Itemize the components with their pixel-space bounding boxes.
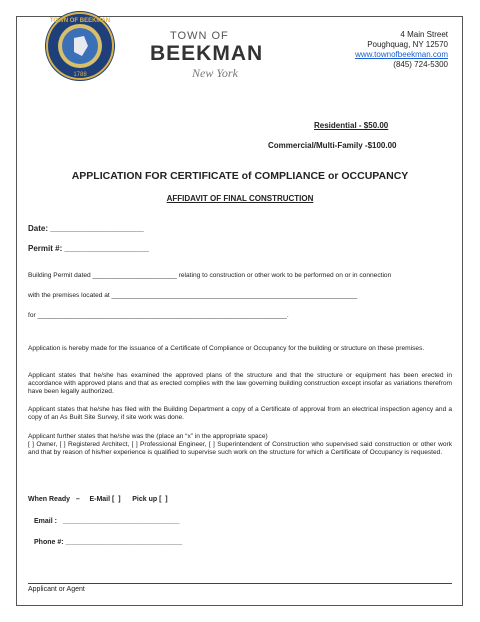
form-title: APPLICATION FOR CERTIFICATE of COMPLIANCE or OCCUPANCY	[71, 170, 409, 182]
residential-fee: Residential - $50.00	[314, 121, 389, 130]
address-line1: 4 Main Street	[400, 30, 448, 39]
svg-text:1788: 1788	[73, 72, 87, 78]
town-seal-icon	[44, 10, 116, 82]
paragraph-plans: Applicant states that he/she has examined the approved plans of the structure and that the structure or equipment has been erected in accordance with approved plans and that as erected complies with the law governing building construction except insofar as variations therefrom have been legally authorized.	[28, 372, 452, 395]
town-of-label: TOWN OF	[170, 30, 229, 42]
form-subtitle: AFFIDAVIT OF FINAL CONSTRUCTION	[166, 194, 314, 203]
paragraph-role[interactable]: [ ] Owner, [ ] Registered Architect, [ ] Professional Engineer, [ ] Superintendent of Construction who supervised said construction or other work and that by reason of his/her experience is qualified to supervise such work on the structure for which a Certificate of Occupancy is requested.	[28, 441, 452, 456]
premises-line[interactable]: with the premises located at ___________________________________________________________________	[28, 292, 358, 299]
date-field[interactable]: Date: _____________________	[28, 224, 144, 233]
town-name: BEEKMAN	[150, 42, 264, 65]
state-name: New York	[192, 66, 238, 80]
commercial-fee: Commercial/Multi-Family -$100.00	[268, 141, 397, 150]
email-field[interactable]: Email : ______________________________	[34, 518, 180, 525]
paragraph-role-heading: Applicant further states that he/she was the (place an “x” in the appropriate space)	[28, 433, 268, 440]
signature-label: Applicant or Agent	[28, 586, 85, 593]
for-line[interactable]: for ____________________________________________________________________.	[28, 312, 289, 319]
svg-text:TOWN OF BEEKMAN: TOWN OF BEEKMAN	[49, 18, 111, 24]
paragraph-application: Application is hereby made for the issuance of a Certificate of Compliance or Occupancy for the building or structure on these premises.	[28, 345, 425, 352]
permit-field[interactable]: Permit #: ___________________	[28, 244, 149, 253]
signature-line	[28, 583, 452, 584]
when-ready-options[interactable]: When Ready – E-Mail [ ] Pick up [ ]	[28, 496, 168, 503]
phone-field[interactable]: Phone #: ______________________________	[34, 539, 183, 546]
website-link[interactable]: www.townofbeekman.com	[355, 50, 448, 59]
address-line2: Poughquag, NY 12570	[367, 40, 448, 49]
permit-date-line[interactable]: Building Permit dated _______________________ relating to construction or other work to be performed on or in connection	[28, 272, 392, 279]
phone-number: (845) 724-5300	[393, 60, 448, 69]
paragraph-certificate: Applicant states that he/she has filed with the Building Department a copy of a Certificate of approval from an electrical inspection agency and a copy of an As Built Site Survey, if site work was done.	[28, 406, 452, 421]
